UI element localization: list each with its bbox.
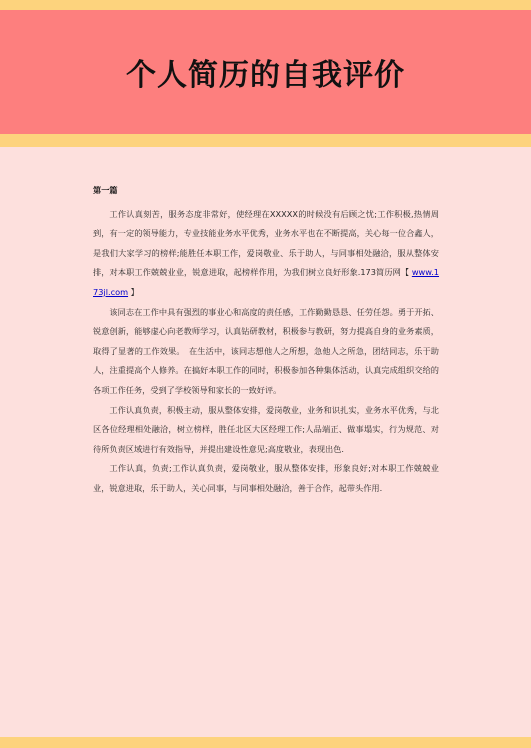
section-title: 第一篇 xyxy=(93,185,118,195)
paragraph-1-bracket: 】 xyxy=(130,286,139,297)
document-body xyxy=(93,181,439,499)
paragraph-1-text: 工作认真刻苦，服务态度非常好，使经理在XXXXX的时候没有后顾之忧;工作积极,热情周到，有一定的领导能力，专业技能业务水平优秀，业务水平也在不断提高，关心每一位合鑫人，是我们大家学习的榜样;能胜任本职工作，爱岗敬业、乐于助人，与同事相处融洽，服从整体安排，对本职工作兢兢业业，锐意进取，起榜样作用，为我们树立良好形象.173简历网【 xyxy=(93,208,439,278)
paragraph-1 xyxy=(93,205,439,303)
website-link[interactable]: www.173jl.com xyxy=(93,267,440,297)
bottom-accent-strip xyxy=(0,737,531,748)
top-accent-strip xyxy=(0,0,531,10)
paragraph-4: 工作认真，负责;工作认真负责，爱岗敬业，服从整体安排，形象良好;对本职工作兢兢业业，锐意进取，乐于助人，关心同事，与同事相处融洽，善于合作，起带头作用. xyxy=(93,463,439,493)
document-title: 个人简历的自我评价 xyxy=(126,58,405,93)
title-banner xyxy=(0,10,531,134)
paragraph-2: 该同志在工作中具有强烈的事业心和高度的责任感，工作勤勤恳恳、任劳任怨。勇于开拓、锐意创新，能够虚心向老教师学习，认真钻研教材，积极参与教研，努力提高自身的业务素质，取得了显著的工作效果。 在生活中，该同志想他人之所想，急他人之所急，团结同志，乐于助人，注重提高个人修养。在搞好本职工作的同时，积极参加各种集体活动，认真完成组织交给的各项工作任务，受到了学校领导和家长的一致好评。 xyxy=(93,306,439,395)
paragraph-3: 工作认真负责，积极主动，服从整体安排，爱岗敬业，业务和识扎实，业务水平优秀，与北区各位经理相处融洽，树立榜样，胜任北区大区经理工作;人品端正、做事塌实，行为规范、对待所负责区域进行有效指导，并提出建设性意见;高度敬业，表现出色. xyxy=(93,404,439,454)
banner-accent-strip xyxy=(0,134,531,147)
